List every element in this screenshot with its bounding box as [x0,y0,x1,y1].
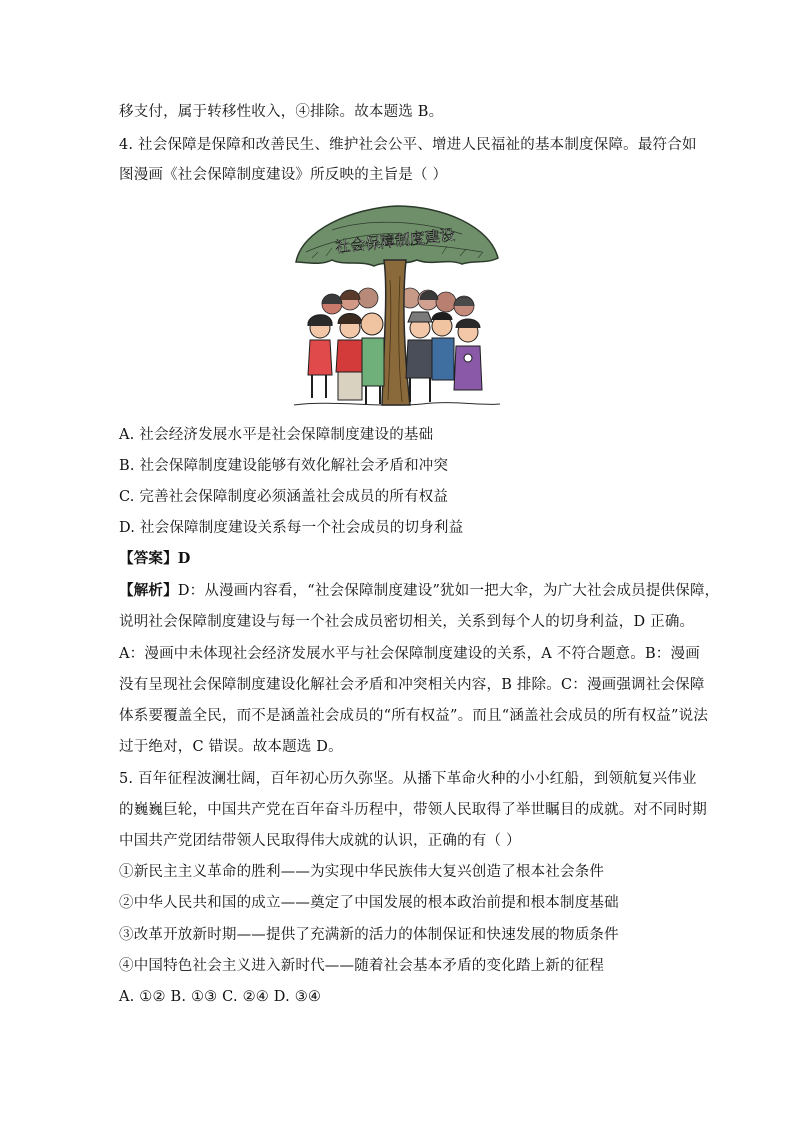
q5-item-3: ③改革开放新时期——提供了充满新的活力的体制保证和快速发展的物质条件 [119,927,619,943]
q4-analysis-line-2: 说明社会保障制度建设与每一个社会成员密切相关，关系到每个人的切身利益，D 正确。 [119,614,695,630]
analysis-label: 【解析】 [119,582,178,599]
q4-answer: 【答案】D [119,550,191,567]
q4-stem-line-1: 4. 社会保障是保障和改善民生、维护社会公平、增进人民福祉的基本制度保障。最符合如 [119,137,697,153]
q4-analysis-line-1 [119,581,720,601]
q5-stem-line-2: 的巍巍巨轮，中国共产党在百年奋斗历程中，带领人民取得了举世瞩目的成就。对不同时期 [119,802,707,818]
q5-item-2: ②中华人民共和国的成立——奠定了中国发展的根本政治前提和根本制度基础 [119,895,619,911]
q4-stem-line-2: 图漫画《社会保障制度建设》所反映的主旨是（ ） [119,167,448,183]
q5-item-1: ①新民主主义革命的胜利——为实现中华民族伟大复兴创造了根本社会条件 [119,864,605,880]
q5-options: A. ①② B. ①③ C. ②④ D. ③④ [119,989,322,1005]
q4-option-c: C. 完善社会保障制度必须涵盖社会成员的所有权益 [119,489,449,505]
q5-stem-line-1: 5. 百年征程波澜壮阔，百年初心历久弥坚。从播下革命火种的小小红船，到领航复兴伟业 [119,771,697,787]
q4-analysis-line-5: 体系要覆盖全民，而不是涵盖社会成员的“所有权益”。而且“涵盖社会成员的所有权益”说法 [119,708,709,724]
q5-stem-line-3: 中国共产党团结带领人民取得伟大成就的认识，正确的有（ ） [119,833,521,849]
analysis-text: D：从漫画内容看，“社会保障制度建设”犹如一把大伞，为广大社会成员提供保障， [177,583,720,599]
cartoon-caption: 社会保障制度建设 [334,225,456,257]
q4-analysis-line-4: 没有呈现社会保障制度建设化解社会矛盾和冲突相关内容，B 排除。C：漫画强调社会保障 [119,677,705,693]
q4-analysis-line-6: 过于绝对，C 错误。故本题选 D。 [119,739,343,755]
text-line-continuation: 移支付，属于转移性收入，④排除。故本题选 B。 [119,104,444,120]
q5-item-4: ④中国特色社会主义进入新时代——随着社会基本矛盾的变化踏上新的征程 [119,958,605,974]
q4-option-d: D. 社会保障制度建设关系每一个社会成员的切身利益 [119,520,464,536]
q4-option-a: A. 社会经济发展水平是社会保障制度建设的基础 [119,427,434,443]
q4-analysis-line-3: A：漫画中未体现社会经济发展水平与社会保障制度建设的关系，A 不符合题意。B：漫画 [119,646,700,662]
tree-umbrella-cartoon [292,200,502,412]
q4-option-b: B. 社会保障制度建设能够有效化解社会矛盾和冲突 [119,458,449,474]
cartoon-illustration [292,200,502,412]
